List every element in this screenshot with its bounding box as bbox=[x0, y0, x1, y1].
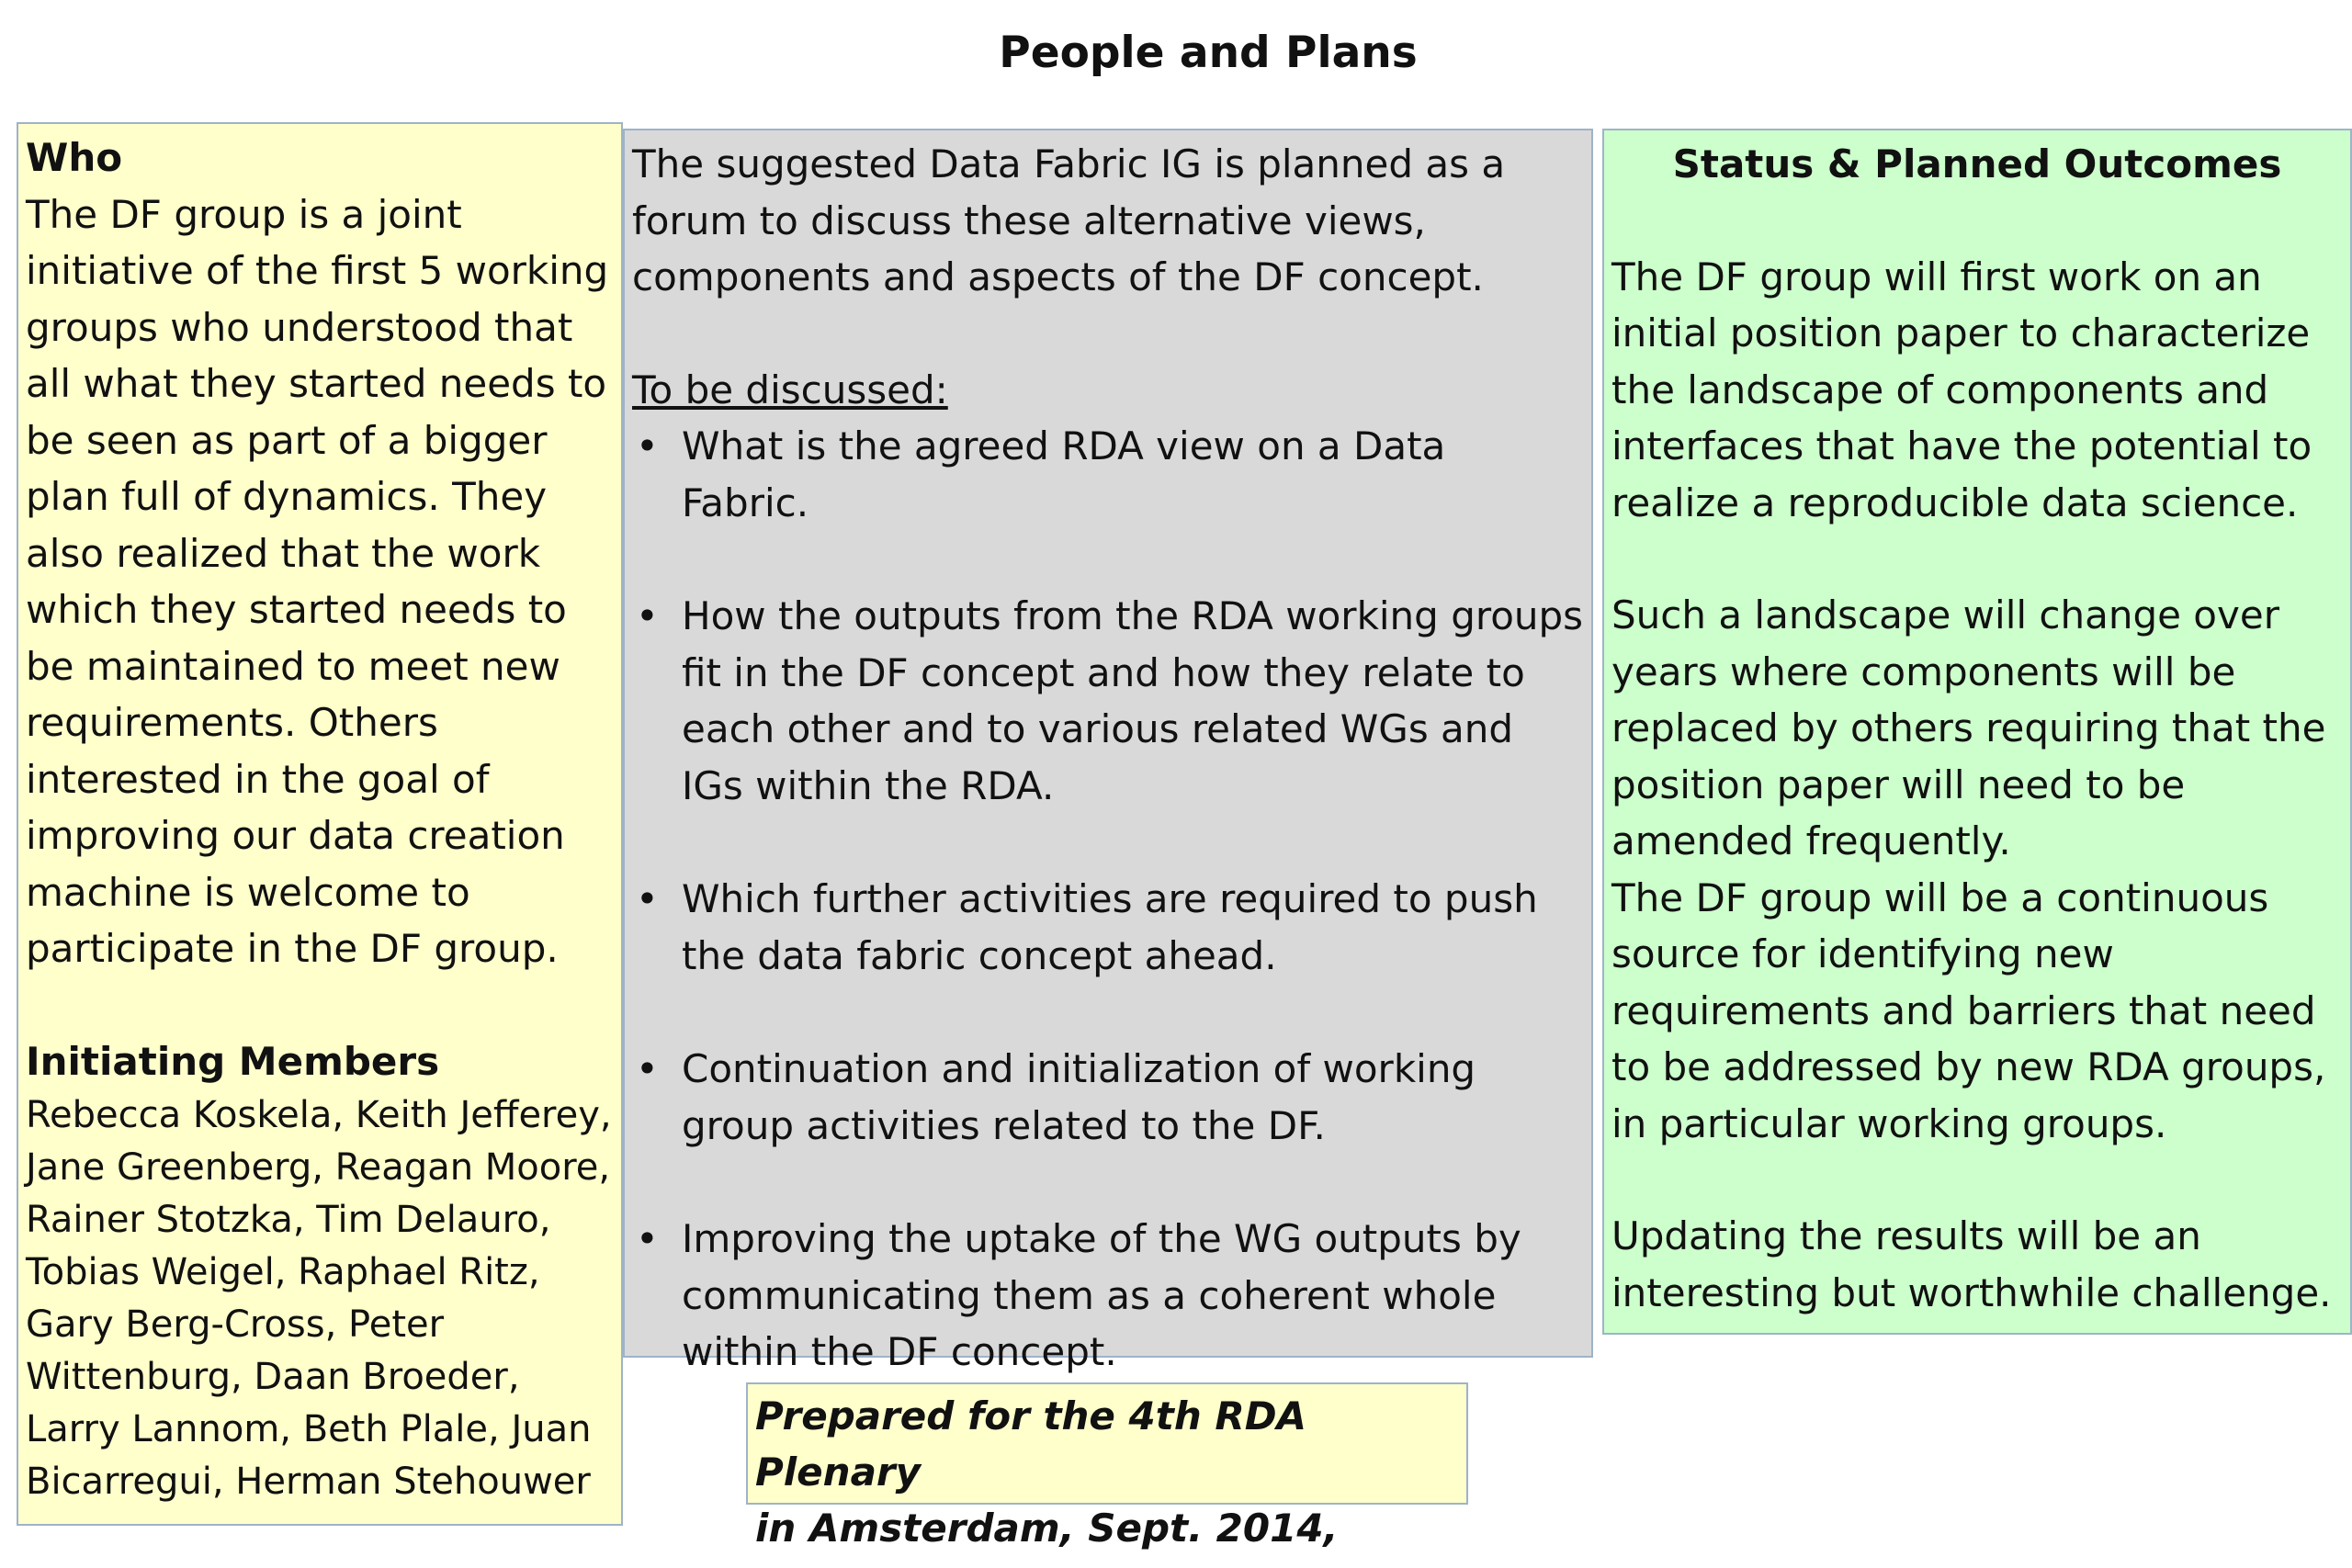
discussion-bullet-item bbox=[632, 1041, 1584, 1154]
status-paragraph: Such a landscape will change over years where components will be replaced by others requiring that the position paper will need to be amended frequently. bbox=[1611, 592, 2326, 863]
bullet-icon: • bbox=[636, 1216, 659, 1261]
status-outcomes-box bbox=[1602, 129, 2352, 1335]
discussion-bullet-item bbox=[632, 418, 1584, 531]
discussion-bullet-item bbox=[632, 1211, 1584, 1381]
bullet-icon: • bbox=[636, 1046, 659, 1091]
discussion-bullet-item bbox=[632, 871, 1584, 984]
status-paragraph: Updating the results will be an interesting but worthwhile challenge. bbox=[1611, 1213, 2332, 1315]
discussion-bullet-text: How the outputs from the RDA working groups fit in the DF concept and how they relate to each other and to various related WGs and IGs within the RDA. bbox=[682, 593, 1584, 808]
bullet-icon: • bbox=[636, 593, 659, 638]
discussion-bullet-item bbox=[632, 588, 1584, 814]
prepared-note-box bbox=[746, 1382, 1468, 1551]
bullet-icon: • bbox=[636, 423, 659, 468]
initiating-members-heading: Initiating Members bbox=[26, 1038, 440, 1084]
status-paragraph: The DF group will be a continuous source for identifying new requirements and barriers that need to be addressed by new RDA groups, in particular working groups. bbox=[1611, 874, 2326, 1146]
status-outcomes-heading: Status & Planned Outcomes bbox=[1672, 141, 2282, 186]
page-title: People and Plans bbox=[999, 28, 1418, 78]
prepared-note-line: Prepared for the 4th RDA Plenary bbox=[755, 1393, 1307, 1495]
discussion-bullet-text: Continuation and initialization of working group activities related to the DF. bbox=[682, 1046, 1476, 1148]
discussion-box bbox=[623, 129, 1593, 1374]
discussion-bullet-text: Improving the uptake of the WG outputs by communicating them as a coherent whole within the DF concept. bbox=[682, 1216, 1521, 1374]
discussion-intro: The suggested Data Fabric IG is planned as a forum to discuss these alternative views, components and aspects of the DF concept. bbox=[632, 141, 1506, 299]
bullet-icon: • bbox=[636, 876, 659, 921]
status-paragraph: The DF group will first work on an initial position paper to characterize the landscape of components and interfaces that have the potential to realize a reproducible data science. bbox=[1611, 254, 2312, 525]
to-be-discussed-heading: To be discussed: bbox=[632, 367, 948, 412]
discussion-bullet-text: What is the agreed RDA view on a Data Fabric. bbox=[682, 423, 1446, 525]
discussion-bullet-list bbox=[632, 418, 1584, 1381]
who-description: The DF group is a joint initiative of the first 5 working groups who understood that all what they started needs to be seen as part of a bigger plan full of dynamics. They also realized that the work which they started needs to be maintained to meet new requirements. Others interested in the goal of improving our data creation machine is welcome to participate in the DF group. bbox=[26, 191, 609, 971]
who-heading: Who bbox=[26, 135, 123, 180]
initiating-members-list: Rebecca Koskela, Keith Jefferey, Jane Greenberg, Reagan Moore, Rainer Stotzka, Tim Delauro, Tobias Weigel, Raphael Ritz, Gary Berg-Cross, Peter Wittenburg, Daan Broeder, Larry Lannom, Beth Plale, Juan Bicarregui, Herman Stehouwer bbox=[26, 1094, 612, 1503]
who-box bbox=[17, 122, 623, 1526]
discussion-bullet-text: Which further activities are required to push the data fabric concept ahead. bbox=[682, 876, 1538, 978]
prepared-note-line: in Amsterdam, Sept. 2014, bbox=[755, 1506, 1339, 1551]
